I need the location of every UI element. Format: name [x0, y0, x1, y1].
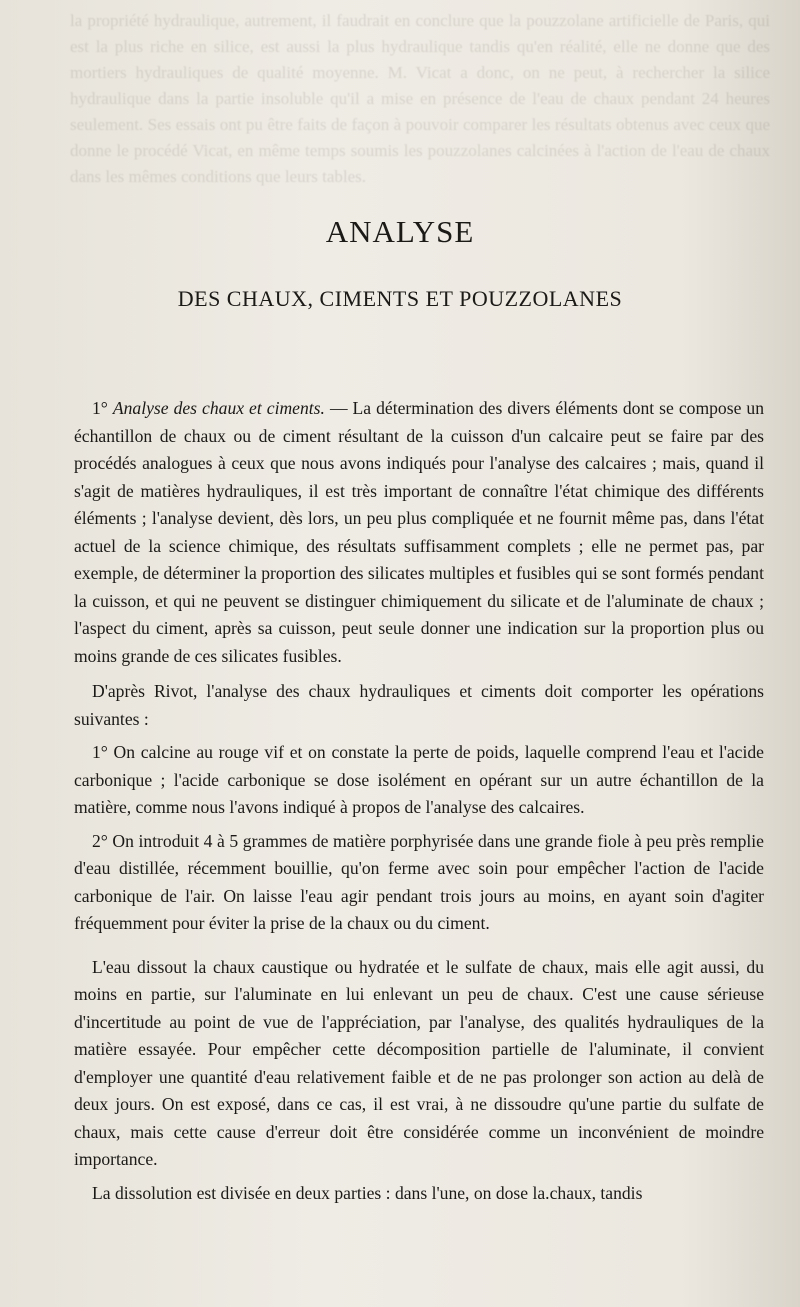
paragraph-4: 2° On introduit 4 à 5 grammes de matière porphyrisée dans une grande fiole à peu près remplie d'eau distillée, récemment bouillie, qu'on ferme avec soin pour empêcher l'action de l'acide carbonique de l'air. On laisse l'eau agir pendant trois jours au moins, en ayant soin d'agiter fréquemment pour éviter la prise de la chaux ou du ciment.: [74, 830, 764, 933]
paragraph-1-heading: Analyse des chaux et ciments.: [112, 398, 325, 418]
body-text: [74, 395, 764, 1213]
paragraph-1-text: — La détermination des divers éléments dont se compose un échantillon de chaux ou de ciment résultant de la cuisson d'un calcaire peut se faire par des procédés analogues à ceux que nous avons indiqués pour l'analyse des calcaires ; mais, quand il s'agit de matières hydrauliques, il est très important de connaître l'état chimique des différents éléments ; l'analyse devient, dès lors, un peu plus compliquée et ne fournit même pas, dans l'état actuel de la science chimique, des résultats suffisamment complets ; elle ne permet pas, par exemple, de déterminer la proportion des silicates multiples et fusibles qui se sont formés pendant la cuisson, et qui ne peuvent se distinguer chimiquement du silicate et de l'aluminate de chaux ; l'aspect du ciment, après sa cuisson, peut seule donner une indication sur la proportion plus ou moins grande de ces silicates fusibles.: [74, 398, 764, 666]
page-subtitle: DES CHAUX, CIMENTS ET POUZZOLANES: [177, 286, 623, 311]
page-title: ANALYSE: [325, 214, 475, 249]
bleed-through-decoration: la propriété hydraulique, autrement, il faudrait en conclure que la pouzzolane artificielle de Paris, qui est la plus riche en silice, est aussi la plus hydraulique tandis qu'en réalité, elle ne donne que des mortiers hydrauliques de qualité moyenne. M. Vicat a donc, on ne peut, à rechercher la silice hydraulique dans la partie insoluble qu'il a mise en présence de l'eau de chaux pendant 24 heures seulement. Ses essais ont pu être faits de façon à pouvoir comparer les résultats obtenus avec ceux que donne le procédé Vicat, en même temps soumis les pouzzolanes calcinées à l'action de l'eau de chaux dans les mêmes conditions que leurs tables.: [70, 11, 770, 186]
paragraph-5: L'eau dissout la chaux caustique ou hydratée et le sulfate de chaux, mais elle agit aussi, du moins en partie, sur l'aluminate en lui enlevant un peu de chaux. C'est une cause sérieuse d'incertitude au point de vue de l'appréciation, par l'analyse, des qualités hydrauliques de la matière essayée. Pour empêcher cette décomposition partielle de l'aluminate, il convient d'employer une quantité d'eau relativement faible et de ne pas prolonger son action au delà de deux jours. On est exposé, dans ce cas, il est vrai, à ne dissoudre qu'une partie du sulfate de chaux, mais cette cause d'erreur doit être considérée comme un inconvénient de moindre importance.: [74, 956, 764, 1169]
paragraph-3: 1° On calcine au rouge vif et on constate la perte de poids, laquelle comprend l'eau et l'acide carbonique ; l'acide carbonique se dose isolément en opérant sur un autre échantillon de la matière, comme nous l'avons indiqué à propos de l'analyse des calcaires.: [74, 742, 764, 817]
paragraph-6: La dissolution est divisée en deux parties : dans l'une, on dose la.chaux, tandis: [92, 1182, 643, 1203]
paragraph-2: D'après Rivot, l'analyse des chaux hydrauliques et ciments doit comporter les opérations suivantes :: [74, 681, 764, 729]
paragraph-1-number: 1°: [92, 398, 113, 418]
paragraph-1: [74, 395, 764, 670]
